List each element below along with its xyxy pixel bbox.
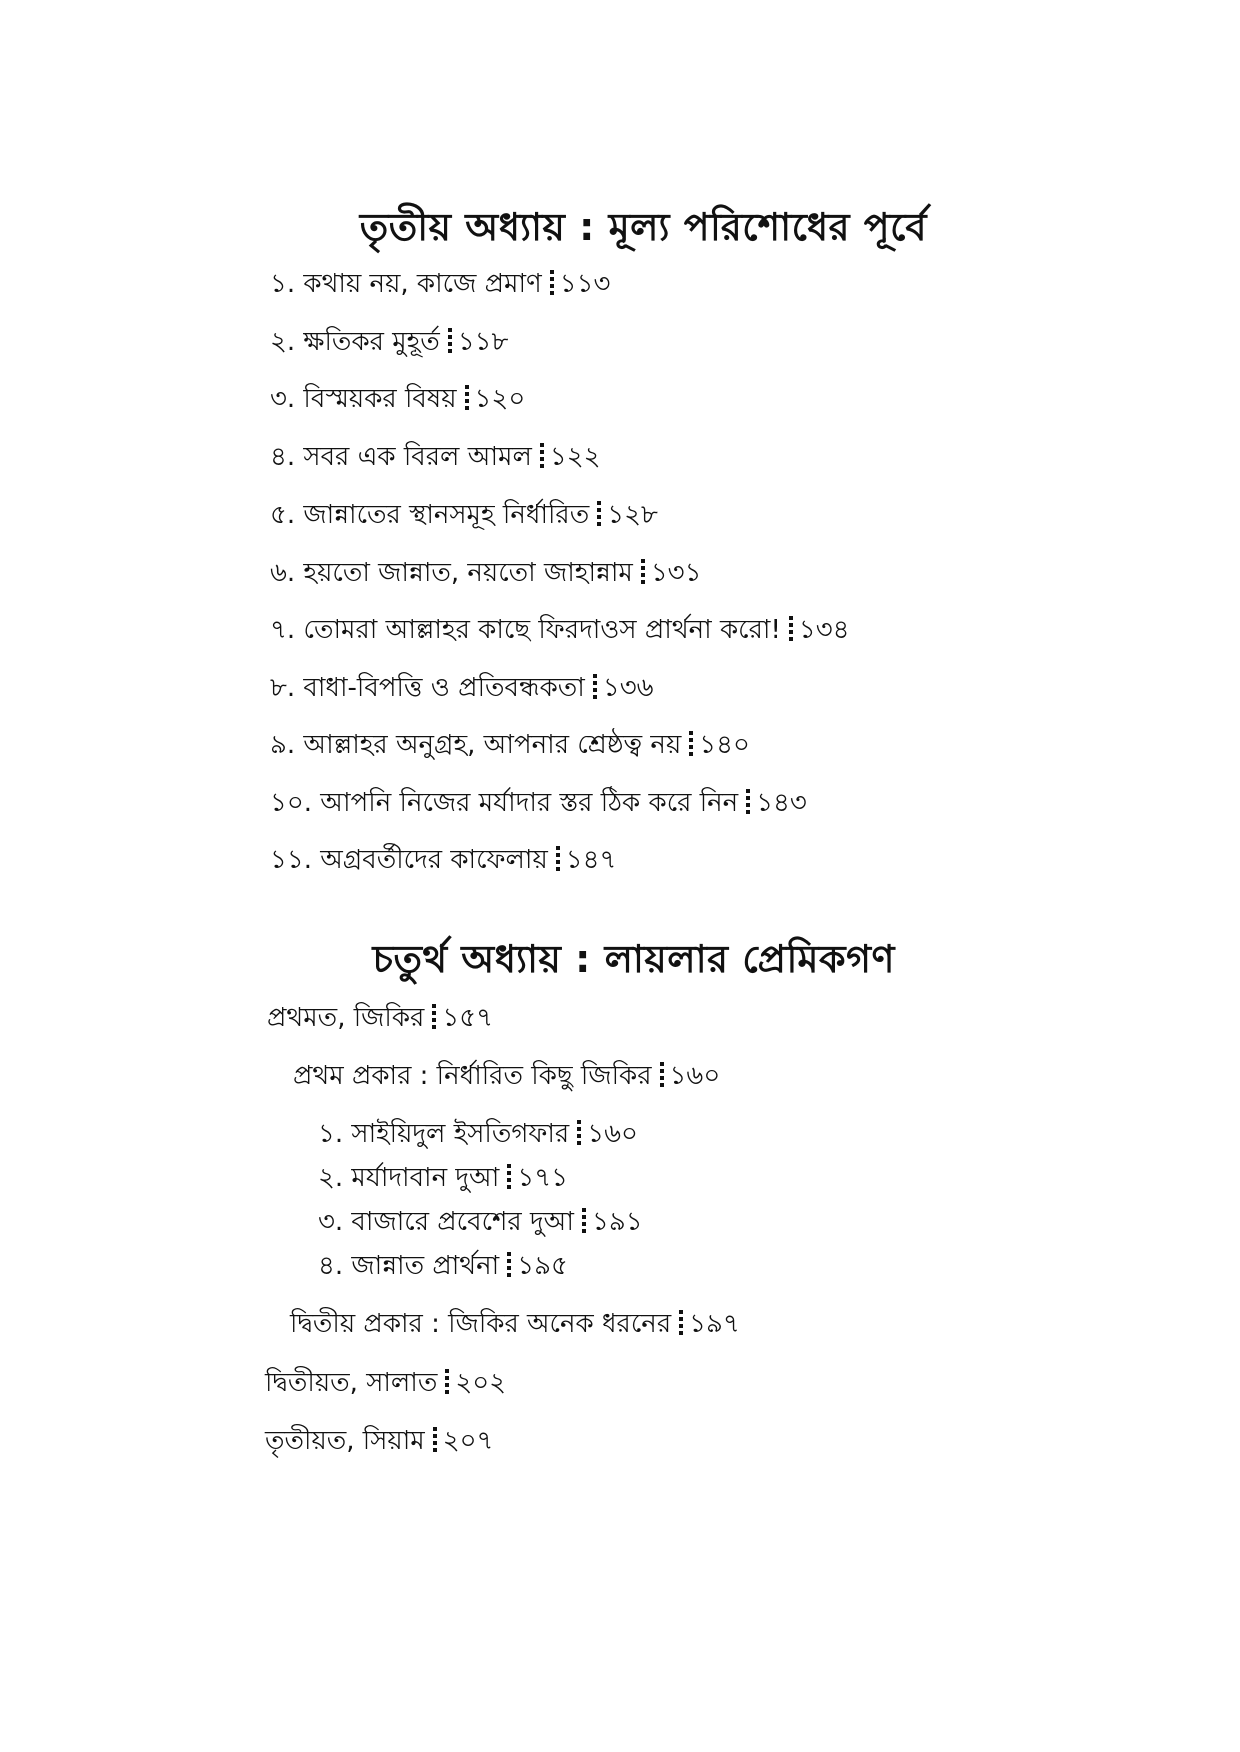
toc-entry-label: ১০. আপনি নিজের মর্যাদার স্তর ঠিক করে নিন: [270, 788, 739, 818]
toc-entry: [270, 843, 616, 877]
toc-entry: [270, 786, 807, 820]
toc-entry-page: ১৫৭: [442, 1003, 494, 1033]
dotted-separator-icon: [641, 559, 645, 587]
toc-subentry: [293, 1059, 720, 1093]
toc-entry-label: ৪. জান্নাত প্রার্থনা: [318, 1251, 500, 1281]
toc-entry-label: প্রথম প্রকার : নির্ধারিত কিছু জিকির: [293, 1061, 652, 1091]
dotted-separator-icon: [746, 789, 750, 817]
dotted-separator-icon: [582, 1208, 586, 1236]
toc-entry-page: ২০৭: [442, 1426, 494, 1456]
dotted-separator-icon: [445, 1369, 449, 1397]
toc-entry-label: দ্বিতীয় প্রকার : জিকির অনেক ধরনের: [290, 1309, 672, 1339]
toc-entry: [270, 556, 701, 590]
toc-entry: [267, 1001, 493, 1035]
dotted-separator-icon: [660, 1062, 664, 1090]
toc-entry-page: ১২৮: [607, 500, 658, 530]
toc-entry-page: ১৪৩: [756, 788, 807, 818]
dotted-separator-icon: [550, 270, 554, 298]
dotted-separator-icon: [465, 385, 469, 413]
toc-entry: [270, 267, 610, 301]
toc-entry-label: ১. সাইয়িদুল ইসতিগফার: [318, 1119, 570, 1149]
toc-entry: [270, 498, 658, 532]
dotted-separator-icon: [689, 731, 693, 759]
toc-entry-page: ১৩১: [650, 558, 702, 588]
toc-entry-page: ১২০: [474, 384, 526, 414]
toc-entry-label: ৩. বাজারে প্রবেশের দুআ: [318, 1207, 574, 1237]
toc-entry: [270, 325, 508, 359]
toc-entry: [265, 1366, 506, 1400]
toc-entry-label: ৫. জান্নাতের স্থানসমূহ নির্ধারিত: [270, 500, 590, 530]
toc-entry: [270, 728, 750, 762]
toc-entry-page: ১৩৪: [798, 615, 850, 645]
toc-entry-label: ৭. তোমরা আল্লাহর কাছে ফিরদাওস প্রার্থনা করো!: [270, 615, 781, 645]
toc-entry: [270, 671, 654, 705]
toc-subsubentry: [318, 1205, 643, 1239]
toc-subsubentry: [318, 1117, 638, 1151]
toc-entry-label: ২. ক্ষতিকর মুহূর্ত: [270, 327, 440, 357]
dotted-separator-icon: [593, 674, 597, 702]
chapter-4-title: চতুর্থ অধ্যায় : লায়লার প্রেমিকগণ: [372, 937, 895, 981]
dotted-separator-icon: [679, 1310, 683, 1338]
dotted-separator-icon: [577, 1120, 581, 1148]
toc-entry-page: ১৬০: [669, 1061, 721, 1091]
toc-entry-label: ৬. হয়তো জান্নাত, নয়তো জাহান্নাম: [270, 558, 633, 588]
toc-entry-label: ৪. সবর এক বিরল আমল: [270, 442, 532, 472]
toc-entry-page: ১৯৫: [517, 1251, 568, 1281]
toc-entry-page: ১১৮: [457, 327, 509, 357]
toc-entry-page: ১৪০: [699, 730, 750, 760]
toc-entry-label: ৩. বিস্ময়কর বিষয়: [270, 384, 457, 414]
toc-entry-page: ১৬০: [587, 1119, 638, 1149]
toc-entry-label: ২. মর্যাদাবান দুআ: [318, 1163, 500, 1193]
toc-entry-label: ৯. আল্লাহর অনুগ্রহ, আপনার শ্রেষ্ঠত্ব নয়: [270, 730, 682, 760]
toc-entry-label: ১১. অগ্রবর্তীদের কাফেলায়: [270, 845, 548, 875]
toc-entry-page: ১৩৬: [602, 673, 654, 703]
toc-entry-label: প্রথমত, জিকির: [267, 1003, 425, 1033]
toc-entry-label: তৃতীয়ত, সিয়াম: [265, 1426, 425, 1456]
toc-entry-page: ১৭১: [517, 1163, 569, 1193]
toc-entry: [270, 382, 525, 416]
toc-subsubentry: [318, 1249, 568, 1283]
dotted-separator-icon: [507, 1252, 511, 1280]
dotted-separator-icon: [507, 1164, 511, 1192]
toc-entry-page: ২০২: [455, 1368, 507, 1398]
dotted-separator-icon: [432, 1004, 436, 1032]
toc-entry-page: ১৯৭: [689, 1309, 740, 1339]
toc-entry: [270, 613, 850, 647]
toc-entry: [270, 440, 601, 474]
toc-entry-page: ১১৩: [559, 269, 611, 299]
toc-entry-label: দ্বিতীয়ত, সালাত: [265, 1368, 438, 1398]
dotted-separator-icon: [597, 501, 601, 529]
toc-subsubentry: [318, 1161, 568, 1195]
toc-entry-page: ১৪৭: [565, 845, 617, 875]
dotted-separator-icon: [556, 846, 560, 874]
dotted-separator-icon: [433, 1427, 437, 1455]
toc-entry-label: ১. কথায় নয়, কাজে প্রমাণ: [270, 269, 542, 299]
toc-entry-label: ৮. বাধা-বিপত্তি ও প্রতিবন্ধকতা: [270, 673, 585, 703]
toc-entry: [265, 1424, 493, 1458]
toc-entry-page: ১৯১: [591, 1207, 643, 1237]
toc-entry-page: ১২২: [549, 442, 601, 472]
dotted-separator-icon: [448, 328, 452, 356]
dotted-separator-icon: [789, 616, 793, 644]
dotted-separator-icon: [540, 443, 544, 471]
chapter-3-title: তৃতীয় অধ্যায় : মূল্য পরিশোধের পূর্বে: [359, 205, 927, 249]
toc-subentry: [290, 1307, 740, 1341]
